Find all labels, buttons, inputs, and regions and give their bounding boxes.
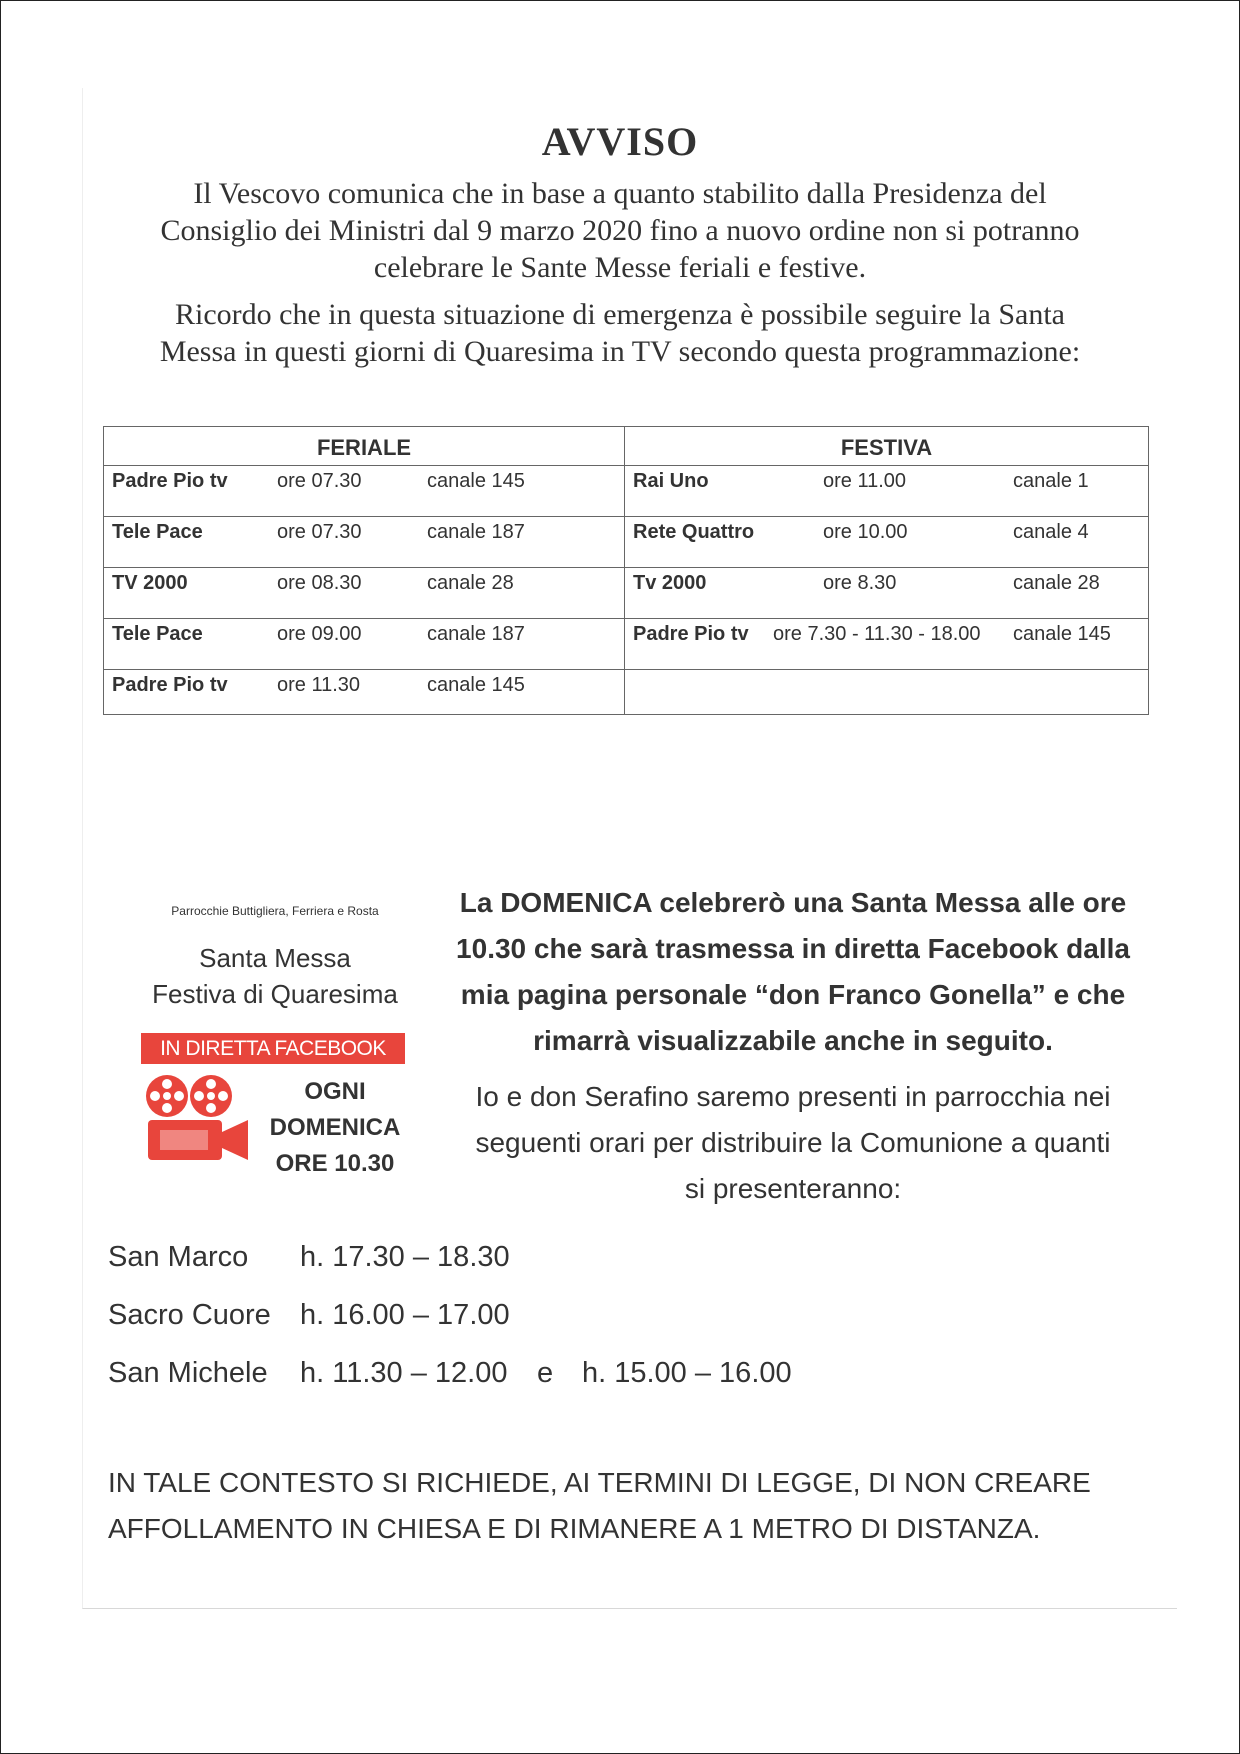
channel-number: canale 187	[427, 521, 525, 543]
flyer-when-line: ORE 10.30	[275, 1150, 395, 1177]
feriale-header: FERIALE	[104, 427, 625, 466]
broadcast-time: ore 11.00	[823, 470, 907, 492]
text-line: mia pagina personale “don Franco Gonella” e che	[460, 979, 1126, 1010]
parishes-label: Parrocchie Buttigliera, Ferriera e Rosta	[171, 904, 379, 918]
time-slot: h. 17.30 – 18.30	[300, 1240, 510, 1273]
time-slot: h. 11.30 – 12.00	[300, 1356, 508, 1389]
text-line: 10.30 che sarà trasmessa in diretta Facebook dalla	[456, 933, 1130, 964]
broadcast-time: ore 07.30	[277, 470, 362, 492]
empty-cell	[625, 670, 1149, 715]
text-line: seguenti orari per distribuire la Comunione a quanti	[475, 1127, 1111, 1158]
channel-number: canale 145	[427, 470, 525, 492]
reminder-line: Messa in questi giorni di Quaresima in TV secondo questa programmazione:	[159, 335, 1081, 368]
list-item	[108, 1228, 792, 1286]
text-line: rimarrà visualizzabile anche in seguito.	[533, 1025, 1053, 1056]
text-line: La DOMENICA celebrerò una Santa Messa alle ore	[459, 887, 1127, 918]
feriale-entry	[104, 568, 624, 595]
broadcast-time: ore 07.30	[277, 521, 362, 543]
channel-name: Tv 2000	[633, 572, 707, 594]
table-row	[104, 466, 1149, 517]
flyer-schedule	[260, 1074, 410, 1182]
feriale-entry	[104, 670, 624, 697]
notice-line: AFFOLLAMENTO IN CHIESA E DI RIMANERE A 1 METRO DI DISTANZA.	[108, 1513, 1041, 1544]
time-slot: h. 16.00 – 17.00	[300, 1298, 510, 1331]
flyer-title-line: Festiva di Quaresima	[152, 979, 398, 1009]
tv-schedule-table	[103, 426, 1149, 715]
live-facebook-badge: IN DIRETTA FACEBOOK	[141, 1033, 405, 1064]
reminder-line: Ricordo che in questa situazione di emergenza è possibile seguire la Santa	[175, 298, 1065, 331]
channel-name: Padre Pio tv	[112, 674, 228, 696]
channel-name: Tele Pace	[112, 623, 203, 645]
channel-number: canale 28	[427, 572, 514, 594]
festiva-entry	[625, 619, 1148, 646]
feriale-entry	[104, 517, 624, 544]
channel-name: Padre Pio tv	[112, 470, 228, 492]
table-row	[104, 568, 1149, 619]
announcement-line: Consiglio dei Ministri dal 9 marzo 2020 fino a nuovo ordine non si potranno	[160, 214, 1080, 247]
flyer-title-line: Santa Messa	[199, 943, 351, 973]
flyer-when-line: OGNI	[304, 1078, 366, 1105]
broadcast-time: ore 11.30	[277, 674, 361, 696]
channel-number: canale 28	[1013, 572, 1100, 594]
table-row	[104, 517, 1149, 568]
broadcast-time: ore 08.30	[277, 572, 362, 594]
list-item	[108, 1286, 792, 1344]
flyer-when-line: DOMENICA	[269, 1114, 401, 1141]
table-row	[104, 619, 1149, 670]
channel-number: canale 1	[1013, 470, 1089, 492]
bishop-announcement	[120, 175, 1120, 286]
communion-text	[448, 1074, 1138, 1212]
notice-line: IN TALE CONTESTO SI RICHIEDE, AI TERMINI DI LEGGE, DI NON CREARE	[108, 1467, 1091, 1498]
table-header-row	[104, 427, 1149, 466]
film-camera-icon	[140, 1072, 252, 1162]
page-title: AVVISO	[541, 119, 699, 164]
festiva-header: FESTIVA	[625, 427, 1149, 466]
channel-number: canale 187	[427, 623, 525, 645]
channel-name: TV 2000	[112, 572, 188, 594]
announcement-line: celebrare le Sante Messe feriali e festive.	[373, 251, 867, 284]
broadcast-time: ore 09.00	[277, 623, 362, 645]
festiva-entry	[625, 517, 1148, 544]
broadcast-time: ore 10.00	[823, 521, 908, 543]
festiva-entry	[625, 568, 1148, 595]
tv-reminder	[120, 296, 1120, 370]
channel-name: Tele Pace	[112, 521, 203, 543]
channel-name: Rai Uno	[633, 470, 709, 492]
list-item	[108, 1344, 792, 1402]
broadcast-time: ore 7.30 - 11.30 - 18.00	[773, 623, 981, 645]
flyer-title	[130, 940, 420, 1012]
conjunction: e	[537, 1356, 554, 1389]
communion-hours-list	[108, 1228, 792, 1402]
festiva-entry	[625, 466, 1148, 493]
announcement-line: Il Vescovo comunica che in base a quanto stabilito dalla Presidenza del	[193, 177, 1047, 210]
time-slot: h. 15.00 – 16.00	[582, 1356, 792, 1389]
text-line: Io e don Serafino saremo presenti in parrocchia nei	[475, 1081, 1111, 1112]
channel-name: Padre Pio tv	[633, 623, 749, 645]
table-row	[104, 670, 1149, 715]
broadcast-time: ore 8.30	[823, 572, 897, 594]
channel-name: Rete Quattro	[633, 521, 755, 543]
facebook-mass-text	[448, 880, 1138, 1064]
channel-number: canale 4	[1013, 521, 1089, 543]
parish-name: San Marco	[108, 1240, 249, 1273]
parish-name: Sacro Cuore	[108, 1298, 271, 1331]
feriale-entry	[104, 619, 624, 646]
channel-number: canale 145	[427, 674, 525, 696]
distancing-notice	[108, 1460, 1108, 1552]
feriale-entry	[104, 466, 624, 493]
channel-number: canale 145	[1013, 623, 1111, 645]
text-line: si presenteranno:	[684, 1173, 902, 1204]
parish-name: San Michele	[108, 1356, 268, 1389]
